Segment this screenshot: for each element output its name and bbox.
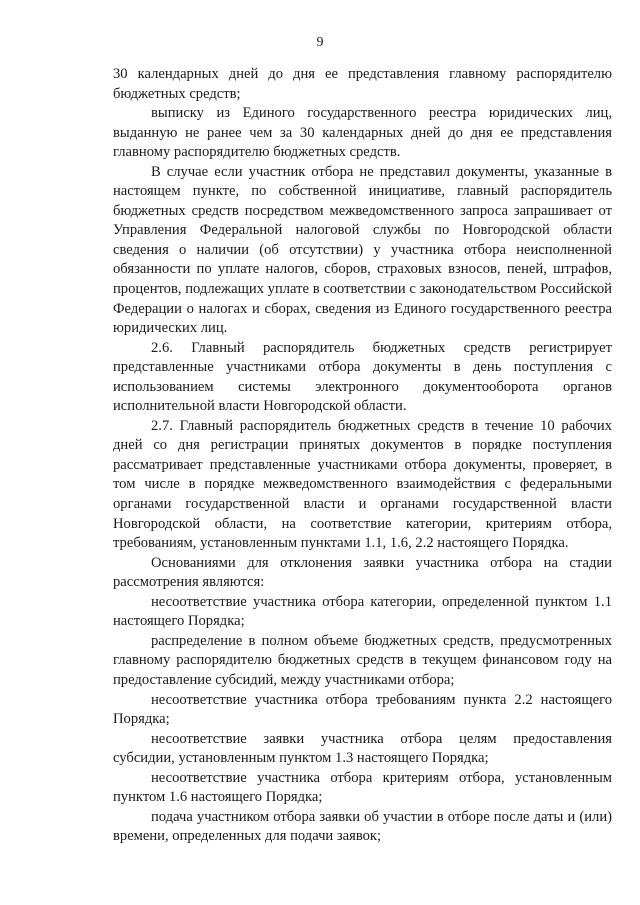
- paragraph: распределение в полном объеме бюджетных средств, предусмотренных главному распорядителю бюджетных средств в текущем финансовом году на предоставление субсидий, между участниками отбора;: [113, 632, 612, 688]
- paragraph: несоответствие заявки участника отбора целям предоставления субсидии, установленным пунктом 1.3 настоящего Порядка;: [113, 730, 612, 767]
- paragraph: 2.6. Главный распорядитель бюджетных средств регистрирует представленные участниками отбора документы в день поступления с использованием системы электронного документооборота органов исполнительной власти Новгородской области.: [113, 339, 612, 415]
- paragraph: выписку из Единого государственного реестра юридических лиц, выданную не ранее чем за 30 календарных дней до дня ее представления главному распорядителю бюджетных средств.: [113, 105, 612, 161]
- paragraph: Основаниями для отклонения заявки участника отбора на стадии рассмотрения являются:: [113, 554, 612, 591]
- paragraph: несоответствие участника отбора категории, определенной пунктом 1.1 настоящего Порядка;: [113, 593, 612, 630]
- paragraph: несоответствие участника отбора критериям отбора, установленным пунктом 1.6 настоящего Порядка;: [113, 769, 612, 806]
- paragraph: 30 календарных дней до дня ее представления главному распорядителю бюджетных средств;: [113, 66, 612, 102]
- paragraph: В случае если участник отбора не представил документы, указанные в настоящем пункте, по собственной инициативе, главный распорядитель бюджетных средств посредством межведомственного запроса запрашивает от Управления Федеральной налоговой службы по Новгородской области сведения о наличии (об отсутствии) у участника отбора неисполненной обязанности по уплате налогов, сборов, страховых взносов, пеней, штрафов, процентов, подлежащих уплате в соответствии с законодательством Российской Федерации о налогах и сборах, сведения из Единого государственного реестра юридических лиц.: [113, 163, 612, 337]
- paragraph: несоответствие участника отбора требованиям пункта 2.2 настоящего Порядка;: [113, 691, 612, 728]
- document-body: [113, 65, 612, 847]
- page-number: 9: [316, 35, 324, 50]
- paragraph: подача участником отбора заявки об участии в отборе после даты и (или) времени, определенных для подачи заявок;: [113, 808, 612, 845]
- paragraph: 2.7. Главный распорядитель бюджетных средств в течение 10 рабочих дней со дня регистрации принятых документов в порядке поступления рассматривает представленные участниками отбора документы, проверяет, в том числе в порядке межведомственного взаимодействия с федеральными органами государственной власти и органами государственной власти Новгородской области, на соответствие категории, критериям отбора, требованиям, установленным пунктами 1.1, 1.6, 2.2 настоящего Порядка.: [113, 417, 612, 552]
